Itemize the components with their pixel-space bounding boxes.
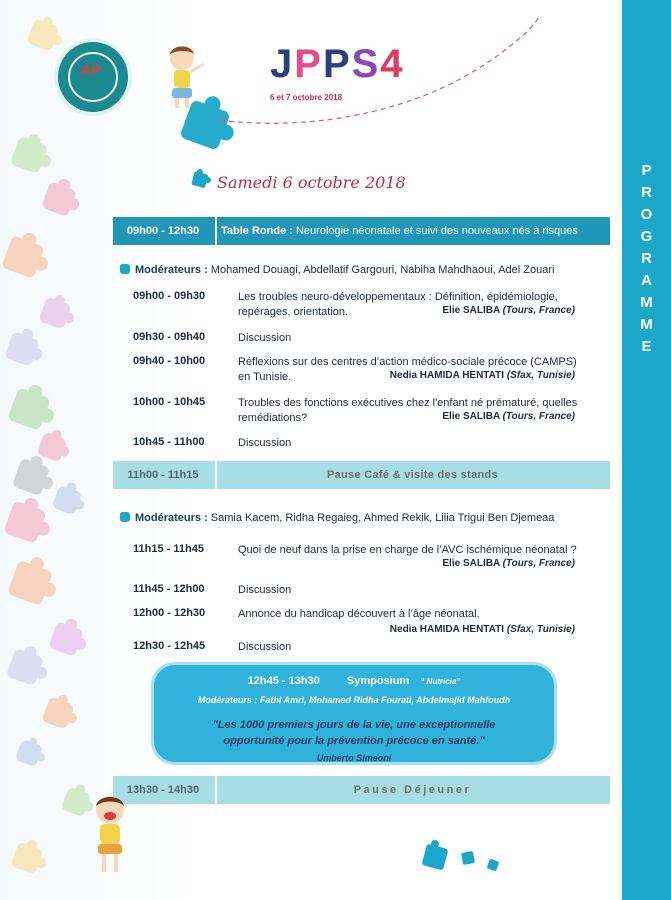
band-divider xyxy=(215,217,217,245)
moderators-prefix: Modérateurs : xyxy=(135,264,208,276)
child-illustration xyxy=(86,790,136,880)
brand-letter: P xyxy=(322,42,352,86)
session-title xyxy=(221,217,604,245)
side-letter: A xyxy=(641,272,652,289)
side-letter: R xyxy=(641,184,652,201)
item-description: Discussion xyxy=(238,584,292,596)
item-description: Réflexions sur des centres d’action médico-sociale précoce (CAMPS) en Tunisie. xyxy=(238,356,577,383)
side-banner xyxy=(622,0,671,900)
item-speaker xyxy=(390,624,575,635)
symposium-title: Symposium xyxy=(346,675,410,687)
item-time: 10h45 - 11h00 xyxy=(133,436,205,448)
speaker-origin: (Sfax, Tunisie) xyxy=(506,370,575,381)
item-time: 09h30 - 09h40 xyxy=(133,331,206,343)
symposium-sponsor: “ Nutricia” xyxy=(420,677,461,686)
item-time: 09h00 - 09h30 xyxy=(133,290,206,302)
side-label xyxy=(622,160,671,358)
puzzle-icon xyxy=(190,168,212,190)
session-title-text: Neurologie néonatale et suivi des nouveaux nés à risques xyxy=(292,225,578,237)
session-header xyxy=(113,217,610,245)
moderators-prefix: Modérateurs : xyxy=(135,512,208,524)
side-letter: M xyxy=(640,294,653,311)
speaker-origin: (Tours, France) xyxy=(502,558,575,569)
break-time: 11h00 - 11h15 xyxy=(127,469,199,481)
symposium-box xyxy=(151,662,557,765)
event-dates: 6 et 7 octobre 2018 xyxy=(270,93,343,102)
moderators-names: Samia Kacem, Ridha Regaieg, Ahmed Rekik, Lilia Trigui Ben Djemeaa xyxy=(207,512,555,524)
speaker-name: Elie SALIBA xyxy=(442,305,500,316)
association-logo xyxy=(58,42,128,112)
logo-text: AP xyxy=(80,62,101,79)
side-letter: M xyxy=(640,316,653,333)
item-description: Discussion xyxy=(238,437,292,449)
item-time: 09h40 - 10h00 xyxy=(133,355,206,367)
speaker-name: Nedia HAMIDA HENTATI xyxy=(389,624,505,635)
side-letter: O xyxy=(640,206,653,223)
band-divider xyxy=(215,461,217,489)
session-title-prefix: Table Ronde : xyxy=(221,225,293,237)
side-letter: E xyxy=(641,338,652,355)
symposium-quote: "Les 1000 premiers jours de la vie, une exceptionnelle opportunité pour la prévention précoce en santé." xyxy=(212,719,496,747)
item-description: Annonce du handicap découvert à l’âge néonatal. xyxy=(238,608,480,620)
brand-letter: J xyxy=(270,42,295,86)
symposium-header xyxy=(154,675,554,687)
symposium-time: 12h45 - 13h30 xyxy=(247,675,320,687)
item-speaker xyxy=(442,411,575,422)
child-illustration xyxy=(160,42,210,112)
day-title: Samedi 6 octobre 2018 xyxy=(217,173,406,192)
brand-letter: 4 xyxy=(380,42,405,86)
moderators-line xyxy=(120,264,554,276)
item-description: Discussion xyxy=(238,641,292,653)
item-time: 10h00 - 10h45 xyxy=(133,396,206,408)
speaker-name: Nedia HAMIDA HENTATI xyxy=(389,370,505,381)
item-speaker xyxy=(442,305,575,316)
event-brand xyxy=(270,42,405,87)
item-time: 12h30 - 12h45 xyxy=(133,640,206,652)
lunch-band xyxy=(113,776,610,804)
puzzle-icons-decoration xyxy=(420,838,510,878)
puzzle-icon xyxy=(120,512,130,522)
moderators-line xyxy=(120,512,554,524)
side-letter: G xyxy=(640,228,653,245)
side-letter: R xyxy=(641,250,652,267)
item-speaker xyxy=(390,370,575,381)
side-letter: P xyxy=(641,162,652,179)
item-time: 11h45 - 12h00 xyxy=(133,583,205,595)
speaker-name: Elie SALIBA xyxy=(442,411,500,422)
item-description: Troubles des fonctions exécutives chez l'enfant né prématuré, quelles remédiations? xyxy=(238,397,578,424)
item-description: Les troubles neuro-développementaux : Définition, épidémiologie, repérages, orientation. xyxy=(238,291,558,318)
speaker-origin: (Tours, France) xyxy=(502,305,575,316)
item-time: 11h15 - 11h45 xyxy=(133,543,204,555)
break-band xyxy=(113,461,610,489)
lunch-time: 13h30 - 14h30 xyxy=(126,784,200,796)
speaker-origin: (Sfax, Tunisie) xyxy=(506,624,575,635)
item-time: 12h00 - 12h30 xyxy=(133,607,206,619)
item-description: Discussion xyxy=(238,332,292,344)
session-time: 09h00 - 12h30 xyxy=(126,225,200,237)
symposium-author: Umberto Simeoni xyxy=(316,753,392,763)
lunch-label: Pause Déjeuner xyxy=(353,784,472,796)
speaker-origin: (Tours, France) xyxy=(502,411,575,422)
speaker-name: Elie SALIBA xyxy=(442,558,500,569)
moderators-names: Mohamed Douagi, Abdellatif Gargouri, Nabiha Mahdhaoui, Adel Zouari xyxy=(207,264,555,276)
band-divider xyxy=(215,776,217,804)
break-label: Pause Café & visite des stands xyxy=(326,469,498,481)
puzzle-icon xyxy=(120,264,130,274)
brand-letter: P xyxy=(294,42,323,86)
item-speaker xyxy=(442,558,575,569)
brand-letter: S xyxy=(351,42,381,86)
item-description: Quoi de neuf dans la prise en charge de l’AVC ischémique néonatal ? xyxy=(238,544,577,556)
symposium-moderators: Modérateurs : Fathi Amri, Mohamed Ridha Fourati, Abdelmajid Mahfoudh xyxy=(197,695,511,705)
